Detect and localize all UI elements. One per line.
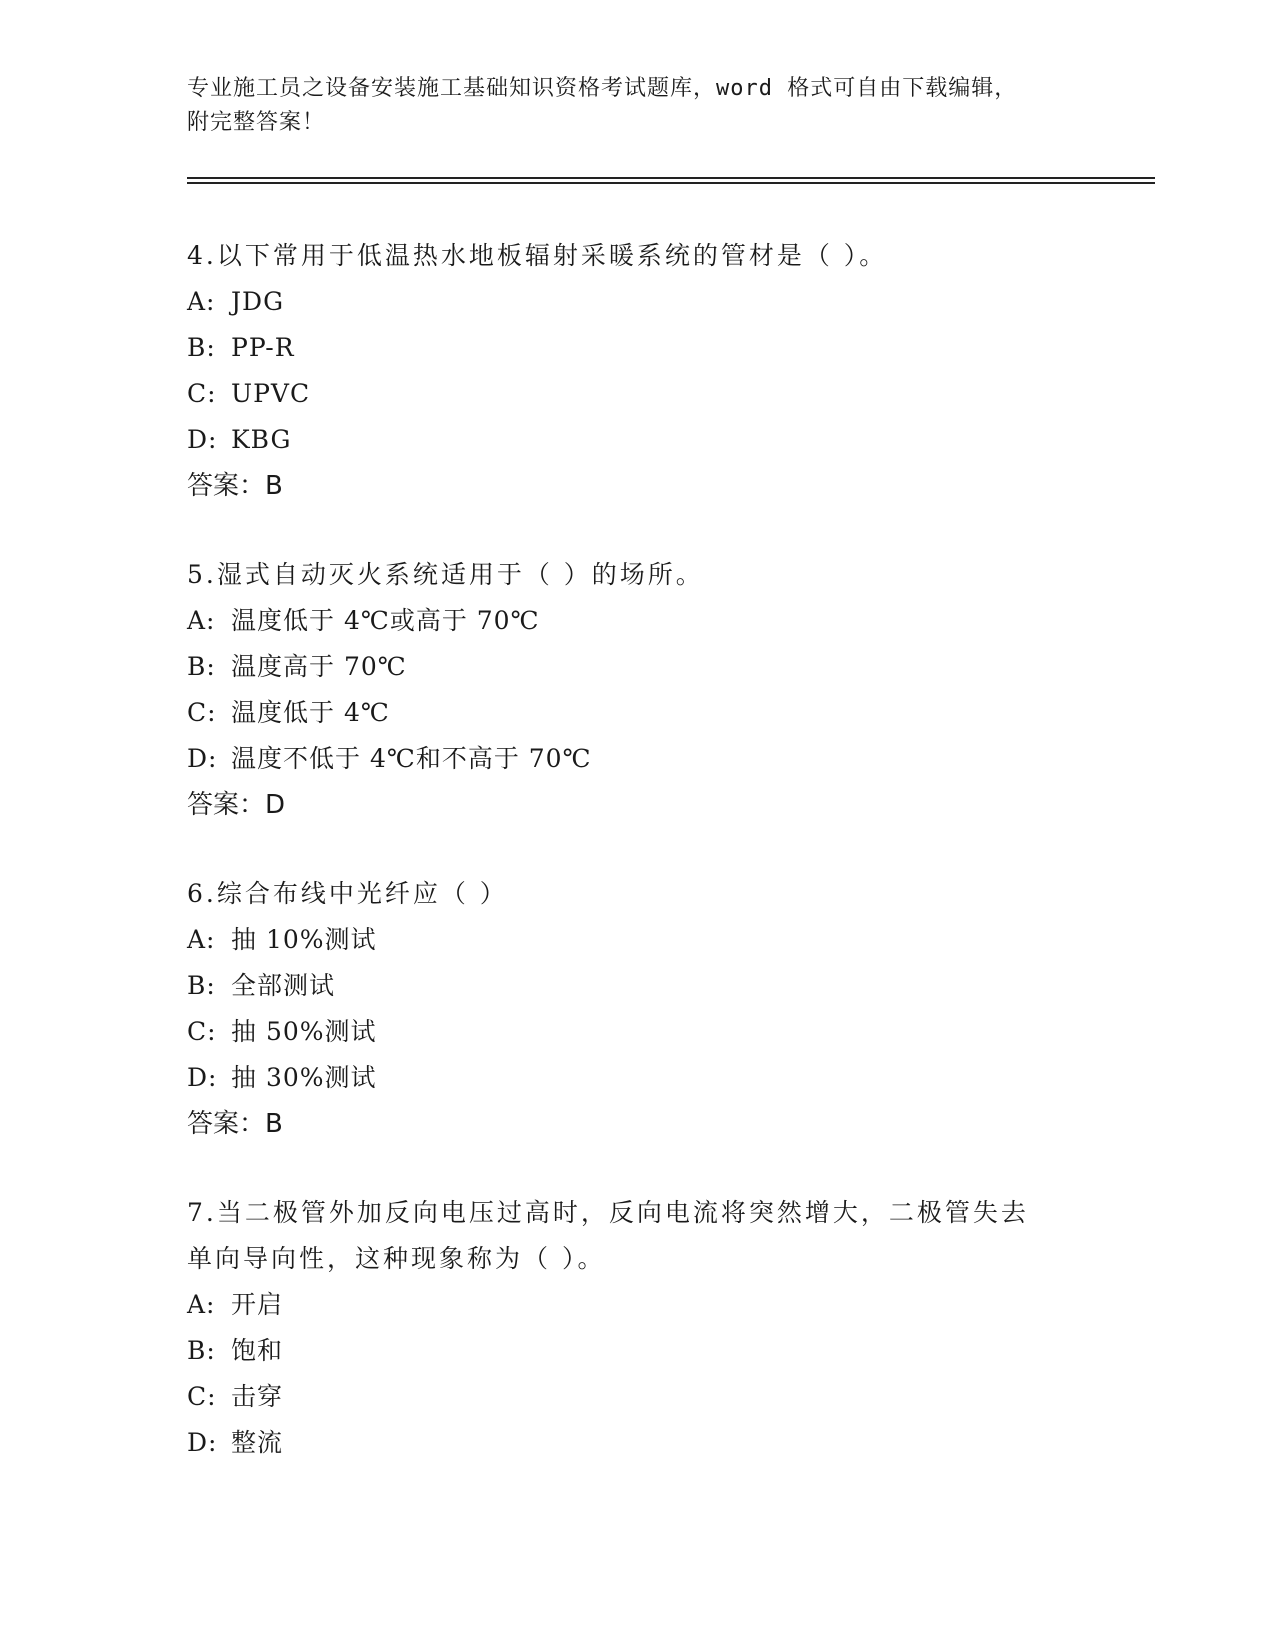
option-key: A: [187,925,216,954]
option-a [187,598,1087,644]
option-key: D: [187,744,218,773]
option-key: A: [187,1290,216,1319]
question-6 [187,871,1087,1147]
option-key: C: [187,1382,217,1411]
option-d [187,736,1087,782]
option-text: KBG [231,425,292,454]
option-c [187,1374,1087,1420]
option-text: 饱和 [231,1336,284,1365]
option-key: C: [187,698,217,727]
option-a [187,279,1087,325]
option-d [187,417,1087,463]
option-text: 温度高于 70℃ [231,652,407,681]
question-text: 4.以下常用于低温热水地板辐射采暖系统的管材是（ ）。 [187,241,888,270]
option-key: B: [187,333,216,362]
option-text: 温度不低于 4℃和不高于 70℃ [231,744,592,773]
option-text: 温度低于 4℃ [231,698,390,727]
option-key: C: [187,1017,217,1046]
option-text: 整流 [231,1428,284,1457]
answer-text: 答案：B [187,1109,283,1139]
option-c [187,371,1087,417]
option-text: PP-R [231,333,295,362]
header-divider-bottom [187,182,1155,184]
option-key: D: [187,425,218,454]
question-4 [187,233,1087,509]
option-text: 抽 10%测试 [231,925,377,954]
option-text: 全部测试 [231,971,336,1000]
option-text: 击穿 [231,1382,284,1411]
option-text: JDG [231,287,285,316]
answer-text: 答案：D [187,790,286,820]
option-a [187,917,1087,963]
option-b [187,644,1087,690]
question-text-line-2: 单向导向性，这种现象称为（ ）。 [187,1244,606,1273]
option-key: B: [187,1336,216,1365]
option-text: 抽 50%测试 [231,1017,377,1046]
option-key: D: [187,1428,218,1457]
option-key: A: [187,287,216,316]
header-divider-top [187,177,1155,179]
option-c [187,690,1087,736]
header-line-1: 专业施工员之设备安装施工基础知识资格考试题库，word 格式可自由下载编辑， [187,76,1018,101]
document-header [187,72,1087,140]
question-7 [187,1190,1087,1466]
option-key: B: [187,652,216,681]
option-key: D: [187,1063,218,1092]
option-key: B: [187,971,216,1000]
option-b [187,325,1087,371]
option-b [187,1328,1087,1374]
question-text-line-1: 7.当二极管外加反向电压过高时，反向电流将突然增大，二极管失去 [187,1198,1029,1227]
option-key: C: [187,379,217,408]
option-b [187,963,1087,1009]
option-a [187,1282,1087,1328]
option-d [187,1420,1087,1466]
option-c [187,1009,1087,1055]
option-key: A: [187,606,216,635]
question-text: 5.湿式自动灭火系统适用于（ ）的场所。 [187,560,704,589]
option-text: 抽 30%测试 [231,1063,377,1092]
option-d [187,1055,1087,1101]
header-line-2: 附完整答案！ [187,110,326,135]
answer-text: 答案：B [187,471,283,501]
option-text: 开启 [231,1290,284,1319]
question-text: 6.综合布线中光纤应（ ） [187,879,508,908]
question-5 [187,552,1087,828]
option-text: UPVC [231,379,311,408]
option-text: 温度低于 4℃或高于 70℃ [231,606,540,635]
